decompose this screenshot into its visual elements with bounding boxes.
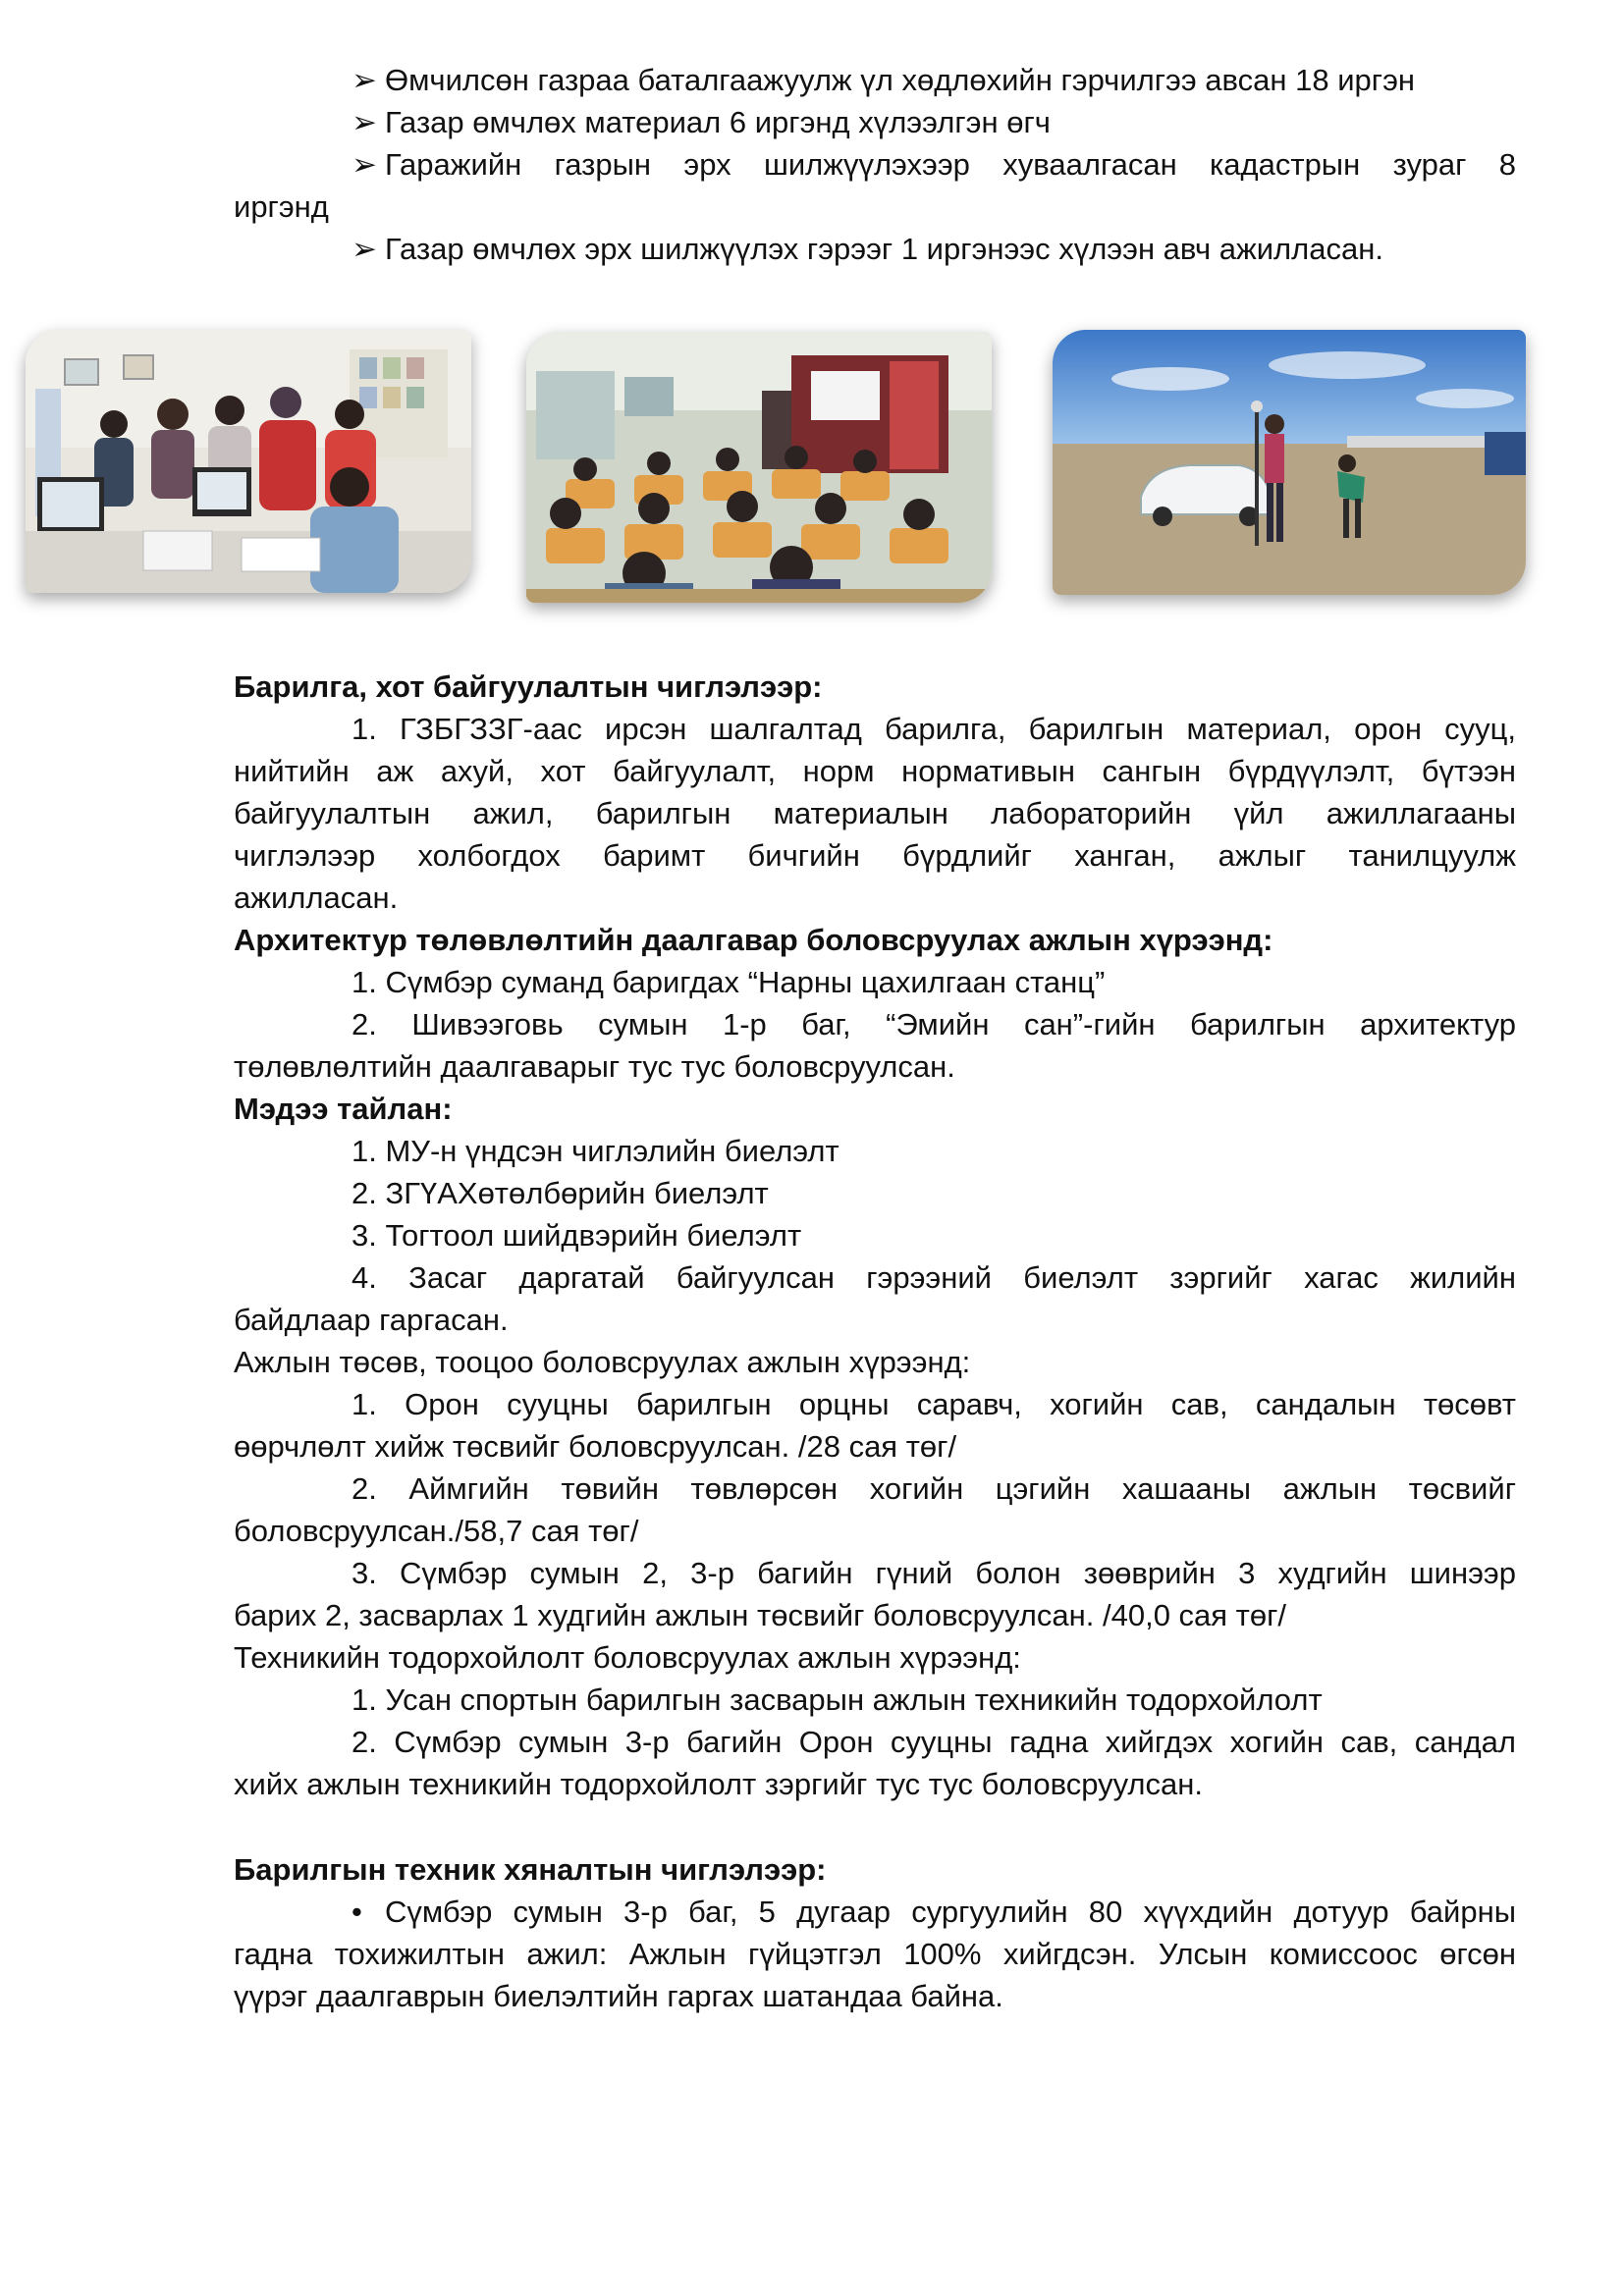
paragraph-line: байдлаар гаргасан. [234, 1303, 509, 1337]
paragraph-line: байгуулалтын ажил, барилгын материалын лабораторийн үйл ажиллагааны [234, 796, 1516, 830]
paragraph-line: 2. Сүмбэр сумын 3-р багийн Орон сууцны гадна хийгдэх хогийн сав, сандал [352, 1725, 1516, 1759]
paragraph-line: 2. ЗГҮАХөтөлбөрийн биелэлт [352, 1176, 769, 1210]
list-item: • Сүмбэр сумын 3-р баг, 5 дугаар сургуулийн 80 хүүхдийн дотуур байрны [234, 1891, 1516, 1933]
list-item: ➢ Газар өмчлөх материал 6 иргэнд хүлээлгэн өгч [234, 101, 1516, 143]
section-heading-construction: Барилга, хот байгуулалтын чиглэлээр: [234, 669, 823, 704]
paragraph-line: нийтийн аж ахуй, хот байгуулалт, норм нормативын сангын бүрдүүлэлт, бүтээн [234, 754, 1516, 788]
paragraph-line: боловсруулсан./58,7 сая төг/ [234, 1514, 639, 1548]
arrow-bullet-icon: ➢ [352, 147, 377, 182]
section-heading-budget: Ажлын төсөв, тооцоо боловсруулах ажлын хүрээнд: [234, 1345, 971, 1379]
paragraph-line: төлөвлөлтийн даалгаварыг тус тус боловсруулсан. [234, 1049, 955, 1084]
paragraph-line: ажилласан. [234, 881, 399, 915]
bullet-dot-icon: • [352, 1895, 362, 1929]
paragraph-line: 1. Усан спортын барилгын засварын ажлын техникийн тодорхойлолт [352, 1682, 1323, 1717]
list-item: ➢ Гаражийн газрын эрх шилжүүлэхээр хуваалгасан кадастрын зураг 8 [234, 143, 1516, 186]
paragraph-line: гадна тохижилтын ажил: Ажлын гүйцэтгэл 100% хийгдсэн. Улсын комиссоос өгсөн [234, 1937, 1516, 1971]
arrow-bullet-icon: ➢ [352, 232, 377, 266]
paragraph-line: 1. ГЗБГЗЗГ-аас ирсэн шалгалтад барилга, барилгын материал, орон сууц, [352, 712, 1516, 746]
section-heading-reports: Мэдээ тайлан: [234, 1092, 453, 1126]
paragraph-line: 1. Орон сууцны барилгын орцны саравч, хогийн сав, сандалын төсөвт [352, 1387, 1516, 1421]
paragraph-line: үүрэг даалгаврын биелэлтийн гаргах шатандаа байна. [234, 1979, 1003, 2013]
section-heading-supervision: Барилгын техник хяналтын чиглэлээр: [234, 1852, 827, 1887]
list-item: ➢ Газар өмчлөх эрх шилжүүлэх гэрээг 1 иргэнээс хүлээн авч ажилласан. [234, 228, 1516, 270]
top-bullet-list [234, 59, 1516, 270]
list-item-continuation: иргэнд [234, 189, 329, 224]
paragraph-line: чиглэлээр холбогдох баримт бичгийн бүрдлийг ханган, ажлыг танилцуулж [234, 838, 1516, 873]
main-content [234, 666, 1516, 2017]
section-heading-architecture: Архитектур төлөвлөлтийн даалгавар боловсруулах ажлын хүрээнд: [234, 923, 1273, 957]
arrow-bullet-icon: ➢ [352, 63, 377, 97]
paragraph-line: 3. Тогтоол шийдвэрийн биелэлт [352, 1218, 802, 1253]
paragraph-line: 1. МУ-н үндсэн чиглэлийн биелэлт [352, 1134, 839, 1168]
paragraph-line: 3. Сүмбэр сумын 2, 3-р багийн гүний болон зөөврийн 3 худгийн шинээр [352, 1556, 1516, 1590]
photo-office-consultation [26, 330, 471, 593]
arrow-bullet-icon: ➢ [352, 105, 377, 139]
paragraph-line: 2. Аймгийн төвийн төвлөрсөн хогийн цэгийн хашааны ажлын төсвийг [352, 1471, 1516, 1506]
spacer [234, 1805, 1516, 1848]
photo-land-survey [1053, 330, 1526, 595]
list-item: ➢ Өмчилсөн газраа баталгаажуулж үл хөдлөхийн гэрчилгээ авсан 18 иргэн [234, 59, 1516, 101]
paragraph-line: өөрчлөлт хийж төсвийг боловсруулсан. /28 сая төг/ [234, 1429, 957, 1464]
paragraph-line: 4. Засаг даргатай байгуулсан гэрээний биелэлт зэргийг хагас жилийн [352, 1260, 1516, 1295]
paragraph-line: 1. Сүмбэр суманд баригдах “Нарны цахилгаан станц” [352, 965, 1106, 999]
section-heading-technical-spec: Техникийн тодорхойлолт боловсруулах ажлын хүрээнд: [234, 1640, 1021, 1675]
paragraph-line: хийх ажлын техникийн тодорхойлолт зэргийг тус тус боловсруулсан. [234, 1767, 1203, 1801]
photo-meeting-hall [526, 332, 992, 603]
paragraph-line: барих 2, засварлах 1 худгийн ажлын төсвийг боловсруулсан. /40,0 сая төг/ [234, 1598, 1287, 1632]
paragraph-line: 2. Шивээговь сумын 1-р баг, “Эмийн сан”-гийн барилгын архитектур [352, 1007, 1516, 1041]
